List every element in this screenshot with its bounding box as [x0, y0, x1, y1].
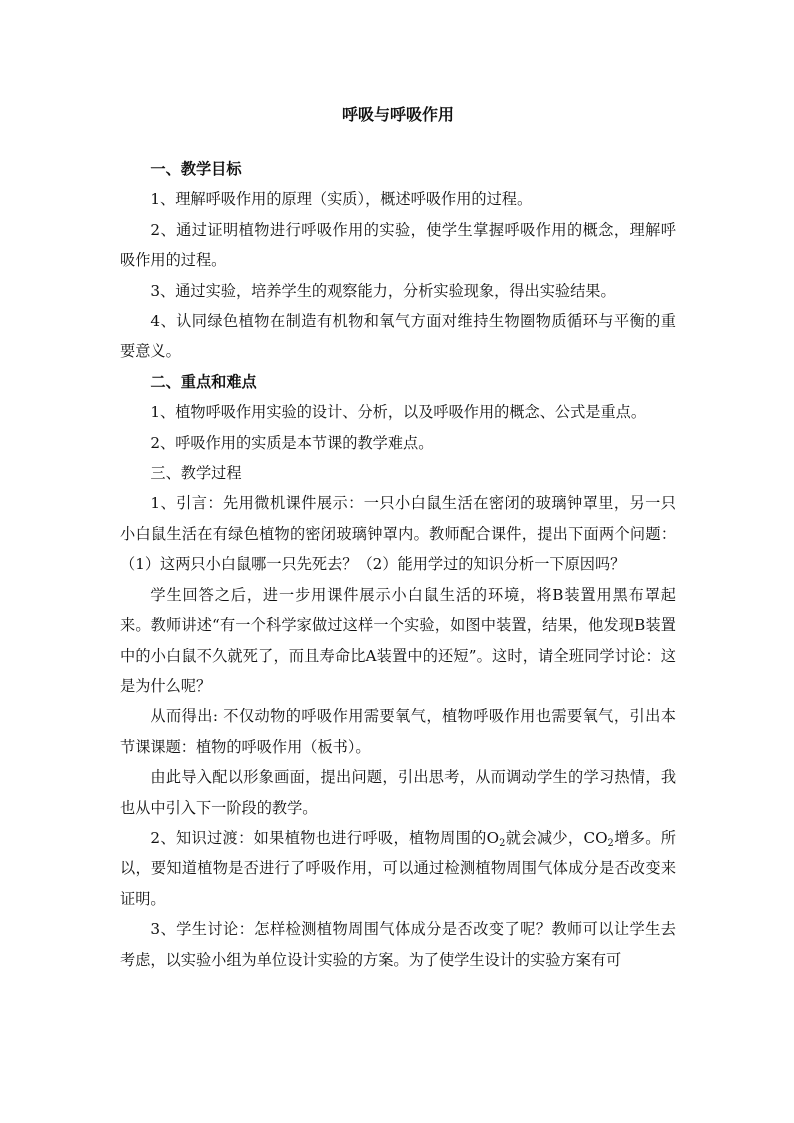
document-title: 呼吸与呼吸作用	[341, 105, 454, 124]
section-heading-objectives: 一、教学目标	[150, 160, 242, 178]
subscript: 2	[607, 837, 614, 849]
paragraph: 1、引言：先用微机课件展示：一只小白鼠生活在密闭的玻璃钟罩里，另一只小白鼠生活在有绿色植物的密闭玻璃钟罩内。教师配合课件，提出下面两个问题：（1）这两只小白鼠哪一只先死去？（2）能用学过的知识分析一下原因吗？	[120, 494, 676, 574]
paragraph-text: 增多。所以，要知道植物是否进行了呼吸作用，可以通过检测植物周围气体成分是否改变来证明。	[120, 828, 676, 908]
paragraph	[120, 823, 676, 914]
paragraph: 4、认同绿色植物在制造有机物和氧气方面对维持生物圈物质循环与平衡的重要意义。	[120, 312, 676, 361]
section-heading-key-points: 二、重点和难点	[150, 372, 257, 391]
paragraph: 学生回答之后，进一步用课件展示小白鼠生活的环境，将B装置用黑布罩起来。教师讲述“有一个科学家做过这样一个实验，如图中装置，结果，他发现B装置中的小白鼠不久就死了，而且寿命比A装置中的还短”。这时，请全班同学讨论：这是为什么呢？	[120, 585, 676, 695]
paragraph-text: 2、知识过渡：如果植物也进行呼吸，植物周围的O	[150, 828, 500, 847]
paragraph: 1、植物呼吸作用实验的设计、分析，以及呼吸作用的概念、公式是重点。	[150, 403, 647, 422]
paragraph: 从而得出: 不仅动物的呼吸作用需要氧气，植物呼吸作用也需要氧气，引出本节课课题：植物的呼吸作用（板书）。	[120, 707, 676, 756]
paragraph: 1、理解呼吸作用的原理（实质），概述呼吸作用的过程。	[150, 190, 533, 209]
paragraph: 3、学生讨论：怎样检测植物周围气体成分是否改变了呢？教师可以让学生去考虑，以实验小组为单位设计实验的方案。为了使学生设计的实验方案有可	[120, 920, 676, 969]
paragraph: 2、呼吸作用的实质是本节课的教学难点。	[150, 433, 434, 452]
paragraph: 3、通过实验，培养学生的观察能力，分析实验现象，得出实验结果。	[150, 281, 616, 300]
paragraph: 2、通过证明植物进行呼吸作用的实验，使学生掌握呼吸作用的概念，理解呼吸作用的过程。	[120, 220, 676, 270]
paragraph: 由此导入配以形象画面，提出问题，引出思考，从而调动学生的学习热情，我也从中引入下一阶段的教学。	[120, 768, 676, 817]
subscript: 2	[499, 837, 506, 849]
section-heading-process: 三、教学过程	[150, 464, 242, 483]
paragraph-text: 就会减少，CO	[505, 828, 608, 847]
document-page	[120, 104, 676, 975]
